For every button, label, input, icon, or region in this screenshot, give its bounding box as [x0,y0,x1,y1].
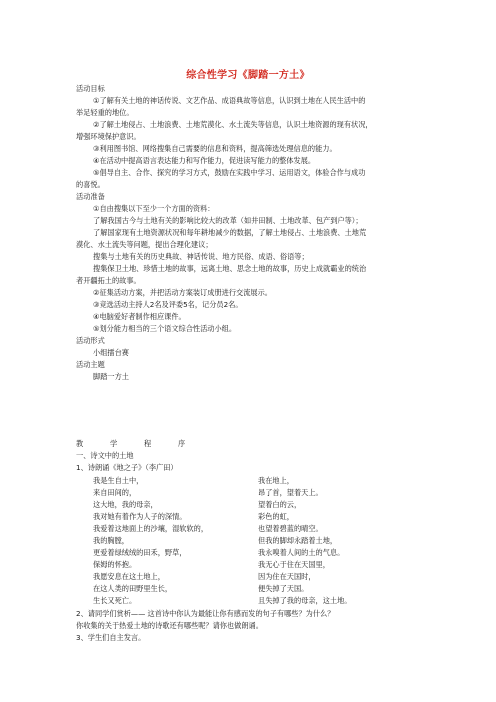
prep-1-item-2-line-1: 了解国家现有土地资源状况和每年耕地减少的数据，了解土地侵占、土地浪费、土地荒 [93,228,367,237]
poem-left-line: 来自田间的， [93,488,137,497]
section-1-heading: 一、诗文中的土地 [76,451,134,460]
document-title: 综合性学习《脚踏一方土》 [186,70,310,81]
goal-1-line-2: 举足轻重的地位。 [76,108,134,117]
poem-right-line: 我在地上， [258,476,294,485]
poem-right-line: 望着白的云， [258,500,302,509]
goal-3: ③利用图书馆、网络搜集自己需要的信息和资料，提高筛选处理信息的能力。 [93,144,337,153]
sequence-char: 教 [76,439,84,448]
sequence-char: 序 [178,439,186,448]
item-3: 3、学生们自主发言。 [76,633,146,642]
poem-left-line: 保姆的怀抱。 [93,560,137,569]
poem-left-line: 我爱着这地面上的沙壤，湿软软的， [93,524,209,533]
poem-left-line: 我的胸膛， [93,536,129,545]
poem-right-line: 便失掉了天国。 [258,584,309,593]
form-heading: 活动形式 [76,336,105,345]
theme-heading: 活动主题 [76,360,105,369]
goal-1-line-1: ①了解有关土地的神话传说、文艺作品、成语典故等信息，认识到土地在人民生活中的 [93,96,366,105]
poem-right-line: 我无心于住在天国里， [258,560,330,569]
poem-right-line: 昂了首，望着天上。 [258,488,323,497]
prep-4: ④电脑爱好者制作相应课件。 [93,312,186,321]
poem-right-line: 且失掉了我的母亲，这土地。 [258,596,352,605]
goal-5-line-1: ⑤倡导自主、合作、探究的学习方式，鼓励在实践中学习、运用语文，体验合作与成功 [93,168,366,177]
sequence-char: 学 [110,439,118,448]
poem-left-line: 更爱着绿绒绒的田禾，野草， [93,548,187,557]
poem-right-line: 彩色的虹， [258,512,294,521]
poem-right-line: 因为住在天国时， [258,572,316,581]
sequence-char: 程 [144,439,152,448]
poem-left-line: 我对她有着作为人子的深情。 [93,512,187,521]
poem-right-line: 我永嗅着人间的土的气息。 [258,548,345,557]
prep-1: ①自由搜集以下至少一个方面的资料： [93,204,215,213]
poem-left-line: 我愿安息在这土地上， [93,572,165,581]
poem-left-line: 在这人类的田野里生长， [93,584,173,593]
prep-3: ③竞选活动主持人2名及评委5名，记分员2名。 [93,300,243,309]
prep-1-item-1: 了解我国古今与土地有关的影响比较大的改革（如井田制、土地改革、包产到户等）； [93,216,363,225]
theme-value: 脚踏一方土 [93,372,129,381]
goals-heading: 活动目标 [76,84,105,93]
prep-1-item-3: 搜集与土地有关的历史典故、神话传说、地方民俗、成语、俗语等； [93,252,309,261]
goal-2-line-1: ②了解土地侵占、土地浪费、土地荒漠化、水土流失等信息，认识土地资源的现有状况， [93,120,373,129]
poem-right-line: 也望着碧蓝的晴空。 [258,524,323,533]
item-2: 2、请同学们赏析—— 这首诗中你认为最能让你有感而发的句子有哪些？为什么？ [76,609,335,618]
prep-1-item-4-line-1: 搜集保卫土地、珍惜土地的故事，远离土地、思念土地的故事，历史上成就霸业的统治 [93,264,367,273]
poem-left-line: 我是生自土中， [93,476,144,485]
prep-1-item-2-line-2: 漠化、水土流失等问题，提出合理化建议； [76,240,213,249]
item-1: 1、诗朗诵《地之子》（李广田） [76,463,178,472]
prep-5: ⑤划分能力相当的三个语文综合性活动小组。 [93,324,237,333]
prep-1-item-4-line-2: 者开疆拓土的故事。 [76,276,141,285]
poem-left-line: 生长又死亡。 [93,596,137,605]
form-value: 小组擂台赛 [93,348,129,357]
poem-left-line: 这大地，我的母亲， [93,500,158,509]
poem-right-line: 但我的脚却永踏着土地， [258,536,338,545]
goal-4: ④在活动中提高语言表达能力和写作能力，促进读写能力的整体发展。 [93,156,316,165]
goal-2-line-2: 增强环境保护意识。 [76,132,141,141]
prep-heading: 活动准备 [76,192,105,201]
goal-5-line-2: 的喜悦。 [76,180,105,189]
item-2-followup: 你收集的关于热爱土地的诗歌还有哪些呢？请你也做朗诵。 [76,621,263,630]
prep-2: ②征集活动方案，并把活动方案装订成册进行交流展示。 [93,288,272,297]
